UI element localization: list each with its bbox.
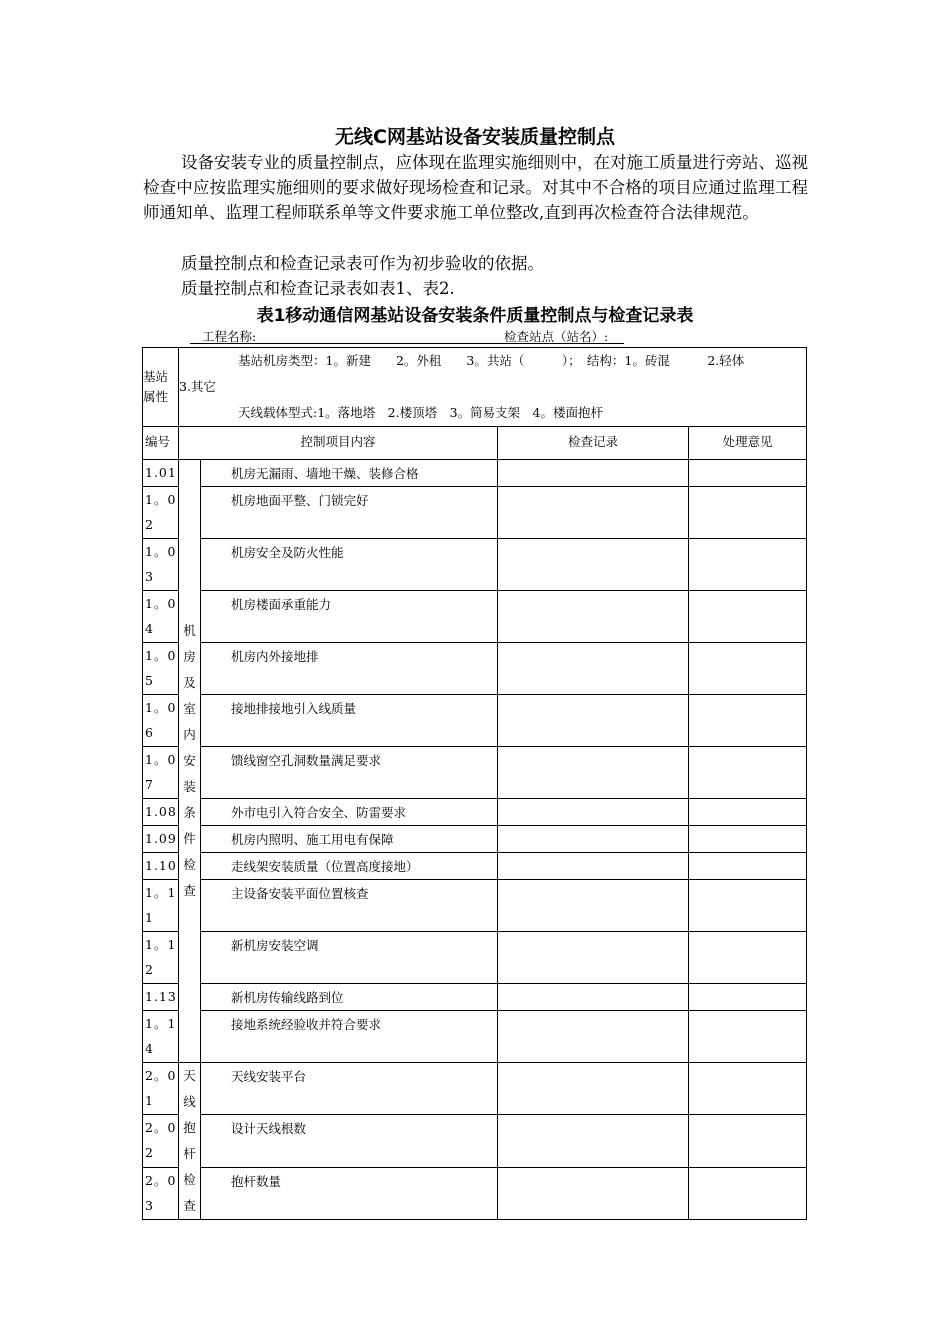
row-number: 1。11 bbox=[143, 880, 179, 932]
room-type-options: 基站机房类型：1。新建 2。外租 3。共站（ ）； 结构：1。砖混 2.轻体 bbox=[238, 353, 745, 368]
row-number: 1。05 bbox=[143, 643, 179, 695]
row-number: 1.01 bbox=[143, 460, 179, 487]
row-number: 1。02 bbox=[143, 487, 179, 539]
row-item: 接地排接地引入线质量 bbox=[201, 695, 498, 747]
record-cell[interactable] bbox=[498, 487, 689, 539]
header-record: 检查记录 bbox=[498, 427, 689, 460]
header-number: 编号 bbox=[143, 427, 179, 460]
row-item: 接地系统经验收并符合要求 bbox=[201, 1011, 498, 1063]
room-type-options-cont: 3.其它 bbox=[179, 379, 216, 394]
row-item: 机房内照明、施工用电有保障 bbox=[201, 826, 498, 853]
reference-paragraph: 质量控制点和检查记录表如表1、表2. bbox=[181, 279, 455, 298]
site-name-label: 检查站点（站名）: bbox=[504, 329, 609, 344]
record-cell[interactable] bbox=[498, 932, 689, 984]
record-cell[interactable] bbox=[498, 1063, 689, 1115]
opinion-cell[interactable] bbox=[689, 539, 807, 591]
opinion-cell[interactable] bbox=[689, 1115, 807, 1167]
category-antenna-pole: 天线抱杆检查 bbox=[179, 1063, 201, 1220]
record-cell[interactable] bbox=[498, 539, 689, 591]
row-number: 1.10 bbox=[143, 853, 179, 880]
opinion-cell[interactable] bbox=[689, 1011, 807, 1063]
opinion-cell[interactable] bbox=[689, 932, 807, 984]
row-item: 外市电引入符合安全、防雷要求 bbox=[201, 799, 498, 826]
basis-paragraph: 质量控制点和检查记录表可作为初步验收的依据。 bbox=[181, 254, 544, 273]
record-cell[interactable] bbox=[498, 880, 689, 932]
form-underline bbox=[190, 343, 624, 344]
row-number: 2。01 bbox=[143, 1063, 179, 1115]
record-cell[interactable] bbox=[498, 826, 689, 853]
row-item: 新机房传输线路到位 bbox=[201, 984, 498, 1011]
record-cell[interactable] bbox=[498, 1011, 689, 1063]
row-item: 设计天线根数 bbox=[201, 1115, 498, 1167]
document-title: 无线C网基站设备安装质量控制点 bbox=[335, 126, 615, 148]
table-title: 表1移动通信网基站设备安装条件质量控制点与检查记录表 bbox=[256, 306, 694, 326]
record-cell[interactable] bbox=[498, 853, 689, 880]
opinion-cell[interactable] bbox=[689, 799, 807, 826]
record-cell[interactable] bbox=[498, 799, 689, 826]
attribute-options bbox=[179, 348, 807, 427]
row-number: 1。04 bbox=[143, 591, 179, 643]
row-number: 2。02 bbox=[143, 1115, 179, 1167]
record-cell[interactable] bbox=[498, 747, 689, 799]
row-item: 机房楼面承重能力 bbox=[201, 591, 498, 643]
record-cell[interactable] bbox=[498, 984, 689, 1011]
opinion-cell[interactable] bbox=[689, 826, 807, 853]
opinion-cell[interactable] bbox=[689, 695, 807, 747]
opinion-cell[interactable] bbox=[689, 984, 807, 1011]
opinion-cell[interactable] bbox=[689, 460, 807, 487]
row-number: 1。14 bbox=[143, 1011, 179, 1063]
row-number: 1.13 bbox=[143, 984, 179, 1011]
row-number: 2。03 bbox=[143, 1167, 179, 1219]
row-number: 1.08 bbox=[143, 799, 179, 826]
opinion-cell[interactable] bbox=[689, 1063, 807, 1115]
row-item: 主设备安装平面位置核查 bbox=[201, 880, 498, 932]
row-number: 1。03 bbox=[143, 539, 179, 591]
row-number: 1。07 bbox=[143, 747, 179, 799]
record-cell[interactable] bbox=[498, 643, 689, 695]
row-item: 天线安装平台 bbox=[201, 1063, 498, 1115]
record-cell[interactable] bbox=[498, 1115, 689, 1167]
record-cell[interactable] bbox=[498, 591, 689, 643]
row-item: 机房无漏雨、墙地干燥、装修合格 bbox=[201, 460, 498, 487]
record-cell[interactable] bbox=[498, 1167, 689, 1219]
record-cell[interactable] bbox=[498, 460, 689, 487]
row-number: 1。12 bbox=[143, 932, 179, 984]
category-room-installation: 机房及室内安装条件检查 bbox=[179, 460, 201, 1063]
row-item: 新机房安装空调 bbox=[201, 932, 498, 984]
project-name-label: 工程名称: bbox=[202, 329, 257, 344]
row-item: 抱杆数量 bbox=[201, 1167, 498, 1219]
row-item: 机房内外接地排 bbox=[201, 643, 498, 695]
opinion-cell[interactable] bbox=[689, 1167, 807, 1219]
record-cell[interactable] bbox=[498, 695, 689, 747]
header-opinion: 处理意见 bbox=[689, 427, 807, 460]
opinion-cell[interactable] bbox=[689, 487, 807, 539]
antenna-carrier-options: 天线载体型式:1。落地塔 2.楼顶塔 3。简易支架 4。楼面抱杆 bbox=[238, 405, 603, 420]
opinion-cell[interactable] bbox=[689, 880, 807, 932]
opinion-cell[interactable] bbox=[689, 643, 807, 695]
row-number: 1。06 bbox=[143, 695, 179, 747]
row-item: 走线架安装质量（位置高度接地） bbox=[201, 853, 498, 880]
row-item: 馈线窗空孔洞数量满足要求 bbox=[201, 747, 498, 799]
opinion-cell[interactable] bbox=[689, 591, 807, 643]
intro-paragraph: 设备安装专业的质量控制点，应体现在监理实施细则中，在对施工质量进行旁站、巡视检查中应按监理实施细则的要求做好现场检查和记录。对其中不合格的项目应通过监理工程师通知单、监理工程师联系单等文件要求施工单位整改,直到再次检查符合法律规范。 bbox=[143, 153, 808, 222]
inspection-table bbox=[142, 347, 807, 1220]
row-number: 1.09 bbox=[143, 826, 179, 853]
opinion-cell[interactable] bbox=[689, 747, 807, 799]
header-content: 控制项目内容 bbox=[179, 427, 498, 460]
attribute-label: 基站属性 bbox=[143, 348, 179, 427]
row-item: 机房安全及防火性能 bbox=[201, 539, 498, 591]
opinion-cell[interactable] bbox=[689, 853, 807, 880]
row-item: 机房地面平整、门锁完好 bbox=[201, 487, 498, 539]
